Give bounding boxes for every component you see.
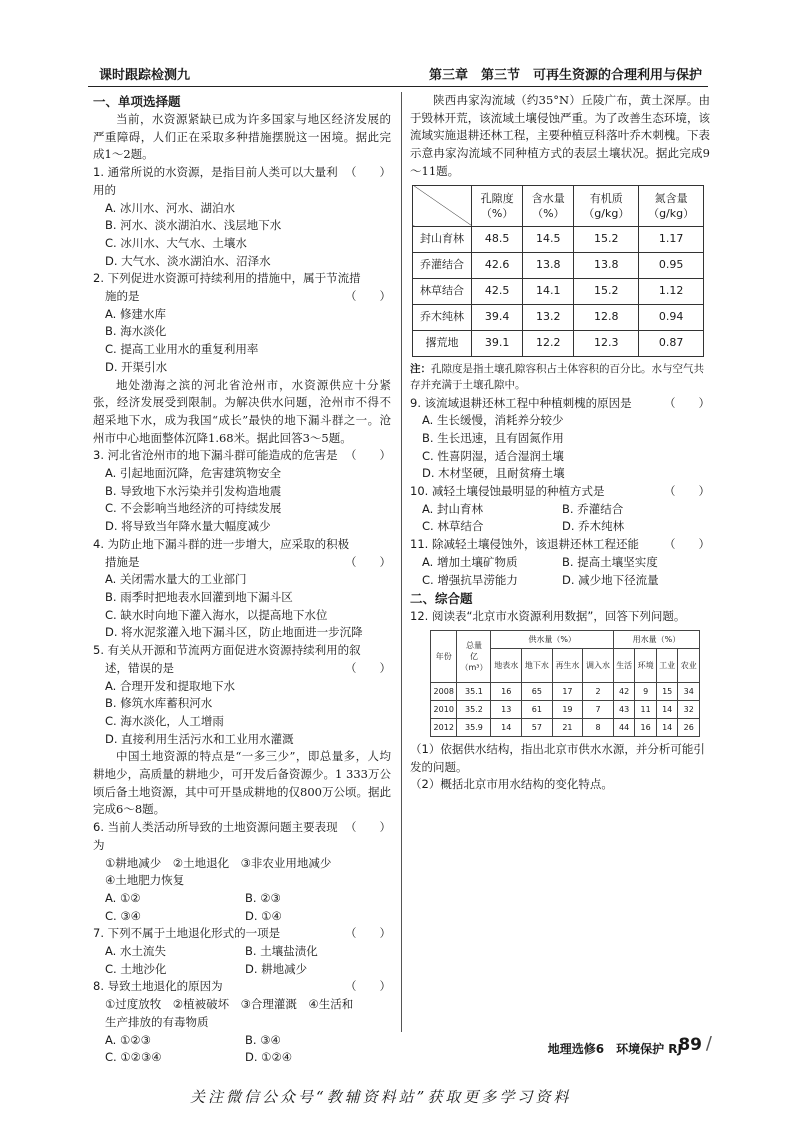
option: C. ①②③④ bbox=[105, 1050, 162, 1065]
option: D. 直接利用生活污水和工业用水灌溉 bbox=[105, 731, 294, 746]
option: B. 雨季时把地表水回灌到地下漏斗区 bbox=[105, 589, 293, 604]
option: B. 提高土壤坚实度 bbox=[562, 554, 658, 569]
option: A. 冰川水、河水、湖泊水 bbox=[105, 200, 235, 215]
option: D. 减少地下径流量 bbox=[562, 572, 659, 587]
table-header: 孔隙度（%） bbox=[472, 185, 523, 226]
option: B. 生长迅速，且有固氮作用 bbox=[422, 430, 564, 445]
option: D. 大气水、淡水湖泊水、沼泽水 bbox=[105, 253, 271, 268]
option: C. 冰川水、大气水、土壤水 bbox=[105, 235, 247, 250]
option: A. 关闭需水量大的工业部门 bbox=[105, 572, 247, 587]
question-3: 3. 河北省沧州市的地下漏斗群可能造成的危害是 （ ） A. 引起地面沉降，危害建筑物安全 B. 导致地下水污染并引发构造地震 C. 不会影响当地经济的可持续发展 D. 将导致当年降水量大幅度减少 bbox=[93, 447, 391, 536]
table-header: 有机质（g/kg） bbox=[574, 185, 639, 226]
option: A. 水土流失 bbox=[105, 944, 166, 959]
book-title: 地理选修6 环境保护 RJ bbox=[547, 1042, 682, 1056]
question-1: 1. 通常所说的水资源，是指目前人类可以大量利用的 （ ） A. 冰川水、河水、湖泊水 B. 河水、淡水湖泊水、浅层地下水 C. 冰川水、大气水、土壤水 D. 大气水、淡水湖泊水、沼泽水 bbox=[93, 164, 391, 270]
left-column bbox=[93, 92, 391, 1067]
option: A. 生长缓慢，消耗养分较少 bbox=[422, 413, 564, 428]
right-column bbox=[410, 92, 710, 794]
table-header: 含水量（%） bbox=[523, 185, 574, 226]
table-row: 撂荒地 39.1 12.2 12.3 0.87 bbox=[413, 330, 704, 356]
column-divider bbox=[401, 92, 402, 1032]
table-row: 乔木纯林 39.4 13.2 12.8 0.94 bbox=[413, 304, 704, 330]
option: D. 耕地减少 bbox=[245, 961, 308, 976]
question-7: 7. 下列不属于土地退化形式的一项是 （ ） A. 水土流失 B. 土壤盐渍化 C. 土地沙化 D. 耕地减少 bbox=[93, 925, 391, 978]
chapter-title: 第三章 第三节 可再生资源的合理利用与保护 bbox=[428, 68, 702, 83]
handwritten-note: 关注微信公众号“教辅资料站”获取更多学习资料 bbox=[190, 1088, 572, 1106]
option: A. ①②③ bbox=[105, 1032, 151, 1047]
question-2: 2. 下列促进水资源可持续利用的措施中，属于节流措 施的是 （ ） A. 修建水库 B. 海水淡化 C. 提高工业用水的重复利用率 D. 开渠引水 bbox=[93, 270, 391, 376]
option: B. ③④ bbox=[245, 1032, 281, 1047]
table-note: 注：孔隙度是指土壤孔隙容积占土体容积的百分比。水与空气共存并充满于土壤孔隙中。 bbox=[410, 362, 704, 391]
passage: 陕西冉家沟流域（约35°N）丘陵广布，黄土深厚。由于毁林开荒，该流域土壤侵蚀严重。为了改善生态环境，该流域实施退耕还林工程，主要种植豆科落叶乔木刺槐。下表示意冉家沟流域不同种植方式的表层土壤状况。据此完成9～11题。 bbox=[410, 93, 710, 178]
header-rule bbox=[88, 86, 708, 87]
option: C. 土地沙化 bbox=[105, 961, 167, 976]
option: C. 缺水时向地下灌入海水，以提高地下水位 bbox=[105, 607, 328, 622]
question-6: 6. 当前人类活动所导致的土地资源问题主要表现为 （ ） ①耕地减少 ②土地退化 ③非农业用地减少 ④土地肥力恢复 A. ①② B. ②③ C. ③④ D. ①④ bbox=[93, 819, 391, 925]
soil-table bbox=[412, 185, 704, 357]
option: B. 导致地下水污染并引发构造地震 bbox=[105, 483, 282, 498]
option: C. 增强抗旱涝能力 bbox=[422, 572, 518, 587]
question-4: 4. 为防止地下漏斗群的进一步增大，应采取的积极 措施是 （ ） A. 关闭需水量大的工业部门 B. 雨季时把地表水回灌到地下漏斗区 C. 缺水时向地下灌入海水，以提高地下水位 D. 将水泥浆灌入地下漏斗区，防止地面进一步沉降 bbox=[93, 536, 391, 642]
option: C. 性喜阴湿，适合湿润土壤 bbox=[422, 448, 564, 463]
option: A. 引起地面沉降，危害建筑物安全 bbox=[105, 466, 281, 481]
option: A. 封山育林 bbox=[422, 501, 483, 516]
section-heading: 一、单项选择题 bbox=[93, 94, 181, 109]
sub-question: （2）概括北京市用水结构的变化特点。 bbox=[410, 777, 613, 792]
option: D. 乔木纯林 bbox=[562, 519, 625, 534]
option: B. 海水淡化 bbox=[105, 324, 167, 339]
question-5: 5. 有关从开源和节流两方面促进水资源持续利用的叙 述，错误的是 （ ） A. 合理开发和提取地下水 B. 修筑水库蓄积河水 C. 海水淡化，人工增雨 D. 直接利用生活污水和工业用水灌溉 bbox=[93, 642, 391, 748]
question-10: 10. 减轻土壤侵蚀最明显的种植方式是 （ ） A. 封山育林 B. 乔灌结合 C. 林草结合 D. 乔木纯林 bbox=[410, 483, 710, 536]
table-row: 2010 35.2 13 61 19 7 43 11 14 32 bbox=[431, 700, 700, 718]
passage: 当前，水资源紧缺已成为许多国家与地区经济发展的严重障碍，人们正在采取多种措施摆脱这一困境。据此完成1～2题。 bbox=[93, 112, 391, 162]
option: D. 木材坚硬，且耐贫瘠土壤 bbox=[422, 466, 565, 481]
table-row: 乔灌结合 42.6 13.8 13.8 0.95 bbox=[413, 252, 704, 278]
option: B. ②③ bbox=[245, 890, 281, 905]
question-8: 8. 导致土地退化的原因为 （ ） ①过度放牧 ②植被破坏 ③合理灌溉 ④生活和 生产排放的有毒物质 A. ①②③ B. ③④ C. ①②③④ D. ①②④ bbox=[93, 978, 391, 1067]
option: A. 修建水库 bbox=[105, 306, 166, 321]
option: D. 将水泥浆灌入地下漏斗区，防止地面进一步沉降 bbox=[105, 625, 363, 640]
option: C. 海水淡化，人工增雨 bbox=[105, 713, 224, 728]
option: B. 河水、淡水湖泊水、浅层地下水 bbox=[105, 218, 282, 233]
option: C. 提高工业用水的重复利用率 bbox=[105, 342, 259, 357]
table-row: 2012 35.9 14 57 21 8 44 16 14 26 bbox=[431, 718, 700, 736]
passage: 地处渤海之滨的河北省沧州市，水资源供应十分紧张，经济发展受到限制。为解决供水问题，沧州市不得不超采地下水，成为我国“成长”最快的地下漏斗群之一。沧州市中心地面整体沉降1.68米。据此回答3～5题。 bbox=[93, 377, 391, 445]
option: B. 修筑水库蓄积河水 bbox=[105, 696, 213, 711]
exercise-title: 课时跟踪检测九 bbox=[99, 68, 191, 83]
option: A. ①② bbox=[105, 890, 141, 905]
page-slash: / bbox=[705, 1033, 712, 1054]
table-corner bbox=[413, 185, 472, 226]
table-row: 2008 35.1 16 65 17 2 42 9 15 34 bbox=[431, 682, 700, 700]
page-number: 89 bbox=[678, 1035, 702, 1055]
table-row: 封山育林 48.5 14.5 15.2 1.17 bbox=[413, 226, 704, 252]
table-header: 氮含量（g/kg） bbox=[639, 185, 704, 226]
table-row: 林草结合 42.5 14.1 15.2 1.12 bbox=[413, 278, 704, 304]
question-11: 11. 除减轻土壤侵蚀外，该退耕还林工程还能 （ ） A. 增加土壤矿物质 B. 提高土壤坚实度 C. 增强抗旱涝能力 D. 减少地下径流量 bbox=[410, 536, 710, 589]
option: C. ③④ bbox=[105, 908, 141, 923]
option: A. 合理开发和提取地下水 bbox=[105, 678, 235, 693]
section-heading: 二、综合题 bbox=[410, 591, 473, 607]
option: C. 林草结合 bbox=[422, 519, 484, 534]
sub-question: （1）依据供水结构，指出北京市供水水源，并分析可能引发的问题。 bbox=[410, 741, 705, 774]
option: A. 增加土壤矿物质 bbox=[422, 554, 518, 569]
question-12: 12. 阅读表“北京市水资源利用数据”，回答下列问题。 bbox=[410, 609, 686, 624]
passage: 中国土地资源的特点是“一多三少”，即总量多，人均耕地少，高质量的耕地少，可开发后备资源少。1 333万公顷后备土地资源，其中可开垦成耕地的仅800万公顷。据此完成6～8题。 bbox=[93, 749, 391, 817]
option: D. 将导致当年降水量大幅度减少 bbox=[105, 519, 271, 534]
option: B. 土壤盐渍化 bbox=[245, 944, 318, 959]
option: D. ①②④ bbox=[245, 1050, 293, 1065]
question-9: 9. 该流域退耕还林工程中种植刺槐的原因是 （ ） A. 生长缓慢，消耗养分较少 B. 生长迅速，且有固氮作用 C. 性喜阴湿，适合湿润土壤 D. 木材坚硬，且耐贫瘠土壤 bbox=[410, 395, 710, 484]
beijing-water-table: 年份 总量 亿 （m³） 供水量（%） 用水量（%） 地表水 地下水 再生水 调入水 生活 环境 工业 农业 2008 35.1 16 65 17 2 42 9 15 34 2010 35.2 13 61 19 7 43 11 14 32 2012 35.9 14 57 21 8 44 16 14 26 bbox=[430, 630, 700, 737]
option: D. 开渠引水 bbox=[105, 359, 168, 374]
option: B. 乔灌结合 bbox=[562, 501, 624, 516]
option: C. 不会影响当地经济的可持续发展 bbox=[105, 501, 282, 516]
option: D. ①④ bbox=[245, 908, 282, 923]
